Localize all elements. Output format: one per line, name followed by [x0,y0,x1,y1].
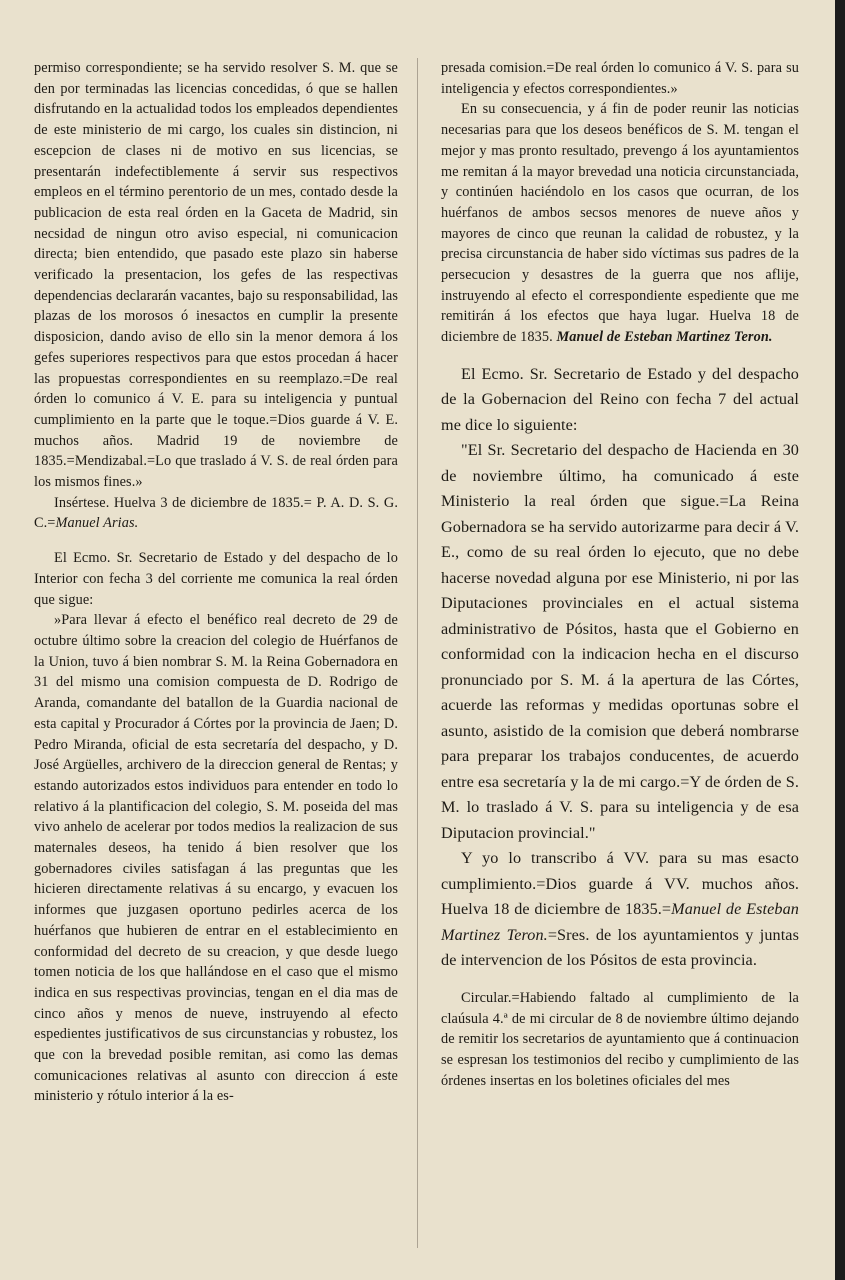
paragraph-insertese [34,493,398,534]
signature-teron-1: Manuel de Esteban Martinez Teron. [556,329,773,346]
paragraph-transcribo [441,846,799,974]
transcribo-text: Y yo lo transcribo á VV. para su mas esacto cumplimiento.=Dios guarde á VV. muchos años. Huelva 18 de diciembre de 1835.= [441,849,799,919]
paragraph-circular: Circular.=Habiendo faltado al cumplimiento de la claúsula 4.ª de mi circular de 8 de noviembre último dejando de remitir los secretarios de ayuntamiento que á continuacion se espresan los testimonios del recibo y cumplimiento de las órdenes insertas en los boletines oficiales del mes [441,989,799,1089]
consecuencia-text: En su consecuencia, y á fin de poder reunir las noticias necesarias para que los deseos benéficos de S. M. tengan el mejor y mas pronto resultado, prevengo á los ayuntamientos me remitan á la mayor brevedad una noticia circunstanciada, y continúen haciéndolo en los casos que ocurran, de los huérfanos de ambos secsos menores de nueve años y mayores de cinco que reunan la calidad de robustez, y la precisa circunstancia de haber sido víctimas sus padres de la persecucion y desastres de la guerra que nos aflije, instruyendo al efecto el correspondiente espediente que me remitirán á los efectos que haya lugar. Huelva 18 de diciembre de 1835. [441,101,799,346]
column-divider [417,58,418,1248]
right-column [441,58,799,1091]
left-column [34,58,398,1107]
paragraph-consecuencia [441,99,799,347]
signature-arias: Manuel Arias. [55,515,139,532]
transcribo-addressees: =Sres. de los ayuntamientos y juntas de intervencion de los Pósitos de esta provincia. [441,925,799,970]
insertese-text: Insértese. Huelva 3 de diciembre de 1835.= P. A. D. S. G. C.= [34,494,398,532]
paragraph-comision-end: presada comision.=De real órden lo comunico á V. S. para su inteligencia y efectos correspondientes.» [441,60,799,97]
paragraph-licencias: permiso correspondiente; se ha servido resolver S. M. que se den por terminadas las licencias concedidas, ó que se hallen disfrutando en la actualidad todos los empleados dependientes de este ministerio de mi cargo, los cuales sin distincion, ni escepcion de clases ni de motivo en sus licencias, se presentarán indefectiblemente á servir sus respectivos empleos en el término perentorio de un mes, contado desde la publicacion de esta real órden en la Gaceta de Madrid, sin necsidad de ningun otro aviso especial, ni comunicacion directa; bien entendido, que pasado este plazo sin haberse verificado la presentacion, los gefes de las respectivas dependencias declararán vacantes, bajo su responsabilidad, las plazas de los morosos ó inesactos en cumplir la presente disposicion, dando aviso de ello sin la menor demora á los gefes superiores respectivos para que estos procedan á hacer las propuestas correspondientes en su reemplazo.=De real órden lo comunico á V. E. para su inteligencia y puntual cumplimiento en la parte que le toque.=Dios guarde á V. E. muchos años. Madrid 19 de noviembre de 1835.=Mendizabal.=Lo que traslado á V. S. de real órden para los mismos fines.» [34,60,398,491]
paragraph-interior-intro: El Ecmo. Sr. Secretario de Estado y del despacho de lo Interior con fecha 3 del corriente me comunica la real órden que sigue: [34,550,398,608]
paragraph-gobernacion-intro: El Ecmo. Sr. Secretario de Estado y del despacho de la Gobernacion del Reino con fecha 7 del actual me dice lo siguiente: [441,364,799,434]
paragraph-hacienda-order: "El Sr. Secretario del despacho de Hacienda en 30 de noviembre último, ha comunicado á este Ministerio la real órden que sigue.=La Reina Gobernadora se ha servido autorizarme para decir á V. E., como de su real órden lo ejecuto, que no debe hacerse novedad alguna por ese Ministerio, ni por las Diputaciones provinciales en el actual sistema administrativo de Pósitos, hasta que el Gobierno en conformidad con la indicacion hecha en el discurso pronunciado por S. M. á la apertura de las Córtes, acuerde las reformas y medidas oportunas sobre el asunto, asistido de la comision que deberá nombrarse para preparar los trabajos conducentes, de acuerdo entre esa secretaría y la de mi cargo.=Y de órden de S. M. lo traslado á V. S. para su inteligencia y de esa Diputacion provincial." [441,441,799,842]
paragraph-huerfanos-order: »Para llevar á efecto el benéfico real decreto de 29 de octubre último sobre la creacion del colegio de Huérfanos de la Union, tuvo á bien nombrar S. M. la Reina Gobernadora en 31 del mismo una comision compuesta de D. Rodrigo de Aranda, comandante del batallon de la Guardia nacional de esta capital y Procurador á Córtes por la provincia de Jaen; D. Pedro Miranda, oficial de esta secretaría del despacho, y D. José Argüelles, archivero de la direccion general de Rentas; y estando autorizados estos individuos para entender en todo lo relativo á la plantificacion del colegio, S. M. poseida del mas vivo anhelo de acelerar por todos medios la realizacion de sus maternales deseos, ha tenido á bien resolver que los gobernadores civiles satisfagan á las preguntas que les hicieren directamente relativas á su encargo, y evacuen los informes que juzgasen oportuno pedirles acerca de los huérfanos que hubieren de entrar en el establecimiento en conformidad del decreto de su creacion, y que desde luego tomen noticia de los que hallándose en el caso que el mismo indica en sus respectivas provincias, tengan en el dia mas de cinco años y menos de nueve, instruyendo al efecto espedientes justificativos de sus circunstancias y robustez, los que con la brevedad posible remitan, asi como las demas comunicaciones relativas al asunto con direccion á este ministerio y rótulo interior á la es- [34,612,398,1105]
page-edge [835,0,845,1280]
signature-teron-2: Manuel de Esteban Martinez Teron. [441,900,799,944]
